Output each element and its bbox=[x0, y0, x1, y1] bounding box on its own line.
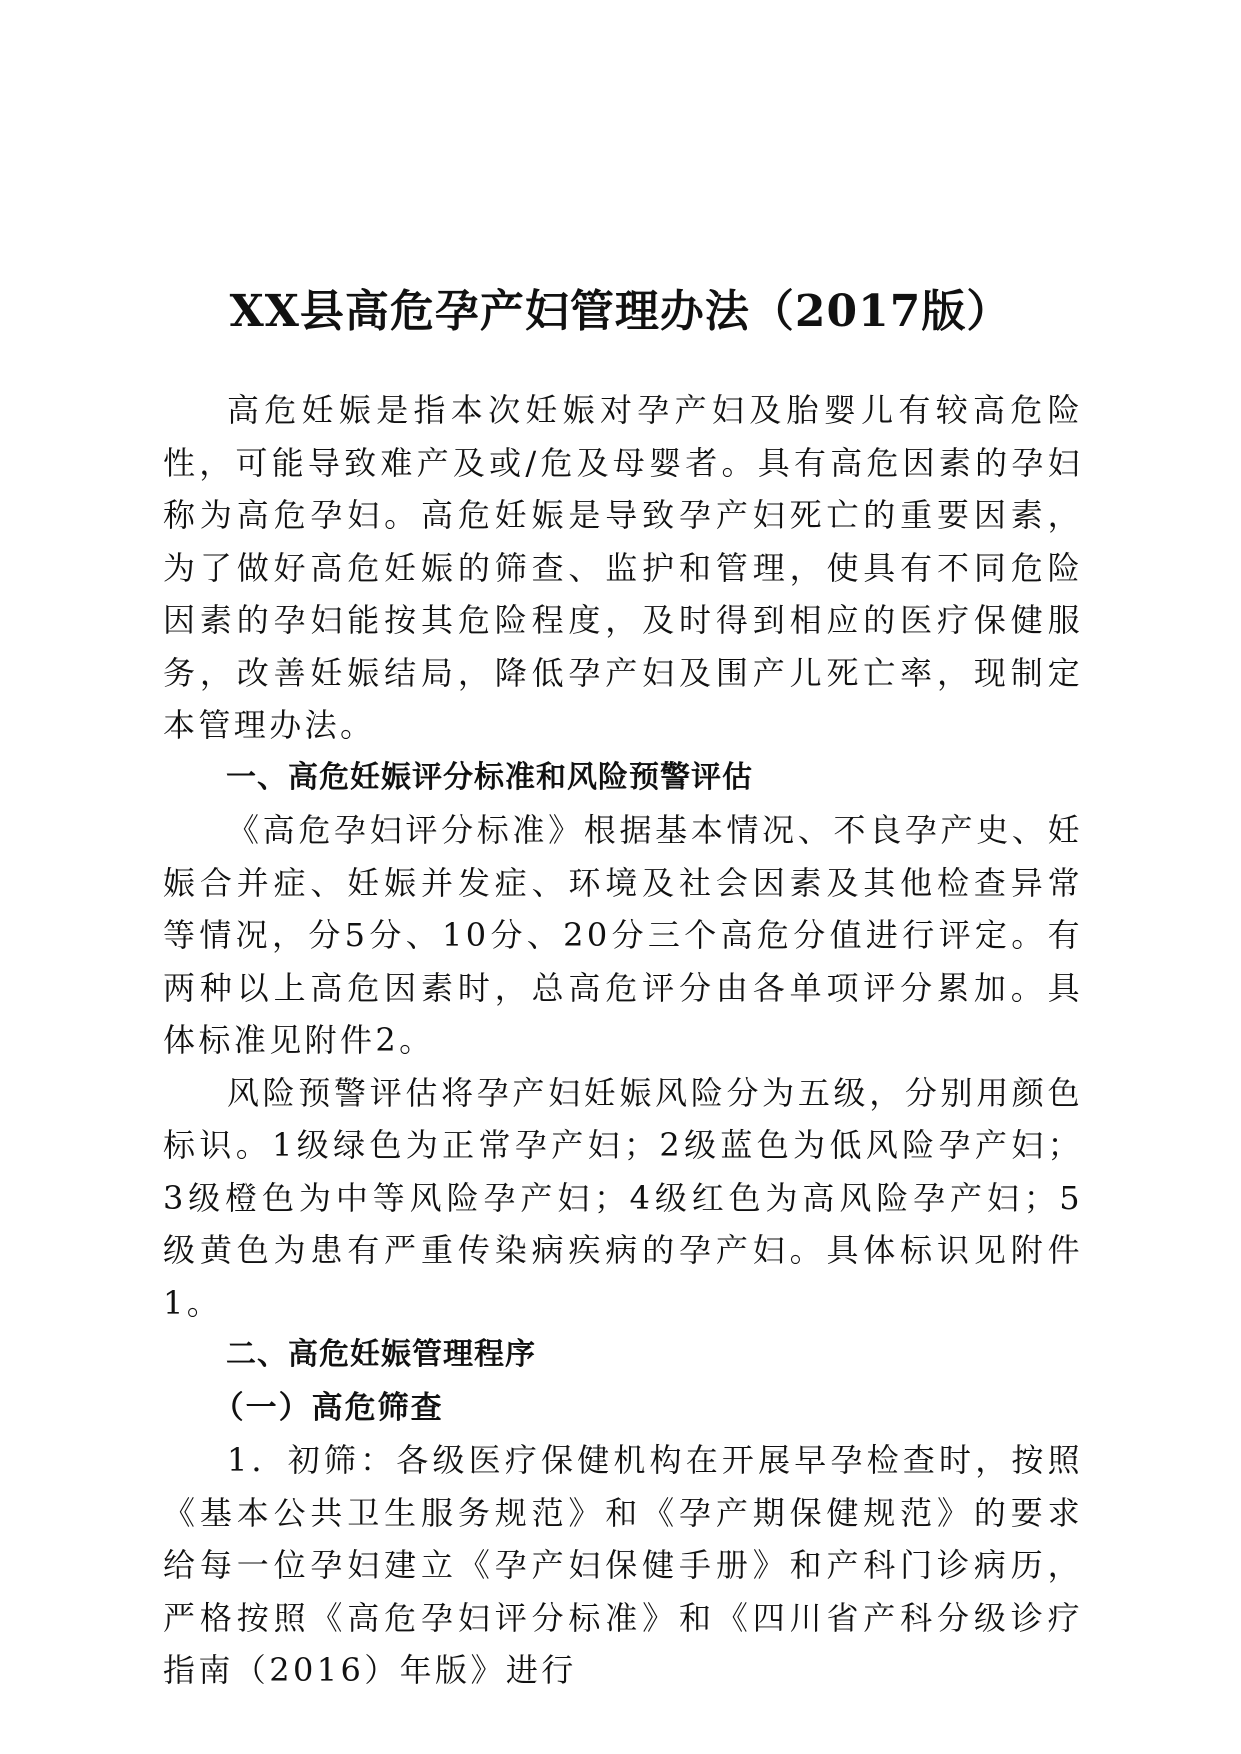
intro-paragraph: 高危妊娠是指本次妊娠对孕产妇及胎婴儿有较高危险性，可能导致难产及或/危及母婴者。具有高危因素的孕妇称为高危孕妇。高危妊娠是导致孕产妇死亡的重要因素，为了做好高危妊娠的筛查、监护和管理，使具有不同危险因素的孕妇能按其危险程度，及时得到相应的医疗保健服务，改善妊娠结局，降低孕产妇及围产儿死亡率，现制定本管理办法。 bbox=[163, 391, 1083, 744]
section-1-paragraph-1: 《高危孕妇评分标准》根据基本情况、不良孕产史、妊娠合并症、妊娠并发症、环境及社会因素及其他检查异常等情况，分5分、10分、20分三个高危分值进行评定。有两种以上高危因素时，总高危评分由各单项评分累加。具体标准见附件2。 bbox=[163, 811, 1083, 1059]
section-2-paragraph-1: 1．初筛：各级医疗保健机构在开展早孕检查时，按照《基本公共卫生服务规范》和《孕产期保健规范》的要求给每一位孕妇建立《孕产妇保健手册》和产科门诊病历，严格按照《高危孕妇评分标准》和《四川省产科分级诊疗指南（2016）年版》进行 bbox=[163, 1441, 1083, 1689]
section-2-heading: 二、高危妊娠管理程序 bbox=[226, 1337, 536, 1372]
section-1-paragraph-2: 风险预警评估将孕产妇妊娠风险分为五级，分别用颜色标识。1级绿色为正常孕产妇；2级蓝色为低风险孕产妇；3级橙色为中等风险孕产妇；4级红色为高风险孕产妇；5级黄色为患有严重传染病疾病的孕产妇。具体标识见附件1。 bbox=[163, 1073, 1083, 1322]
section-1-heading: 一、高危妊娠评分标准和风险预警评估 bbox=[226, 759, 753, 795]
document-body bbox=[163, 384, 1083, 1697]
document-title: XX县高危孕产妇管理办法（2017版） bbox=[229, 286, 1012, 337]
subsection-1-heading: （一）高危筛查 bbox=[212, 1389, 444, 1426]
